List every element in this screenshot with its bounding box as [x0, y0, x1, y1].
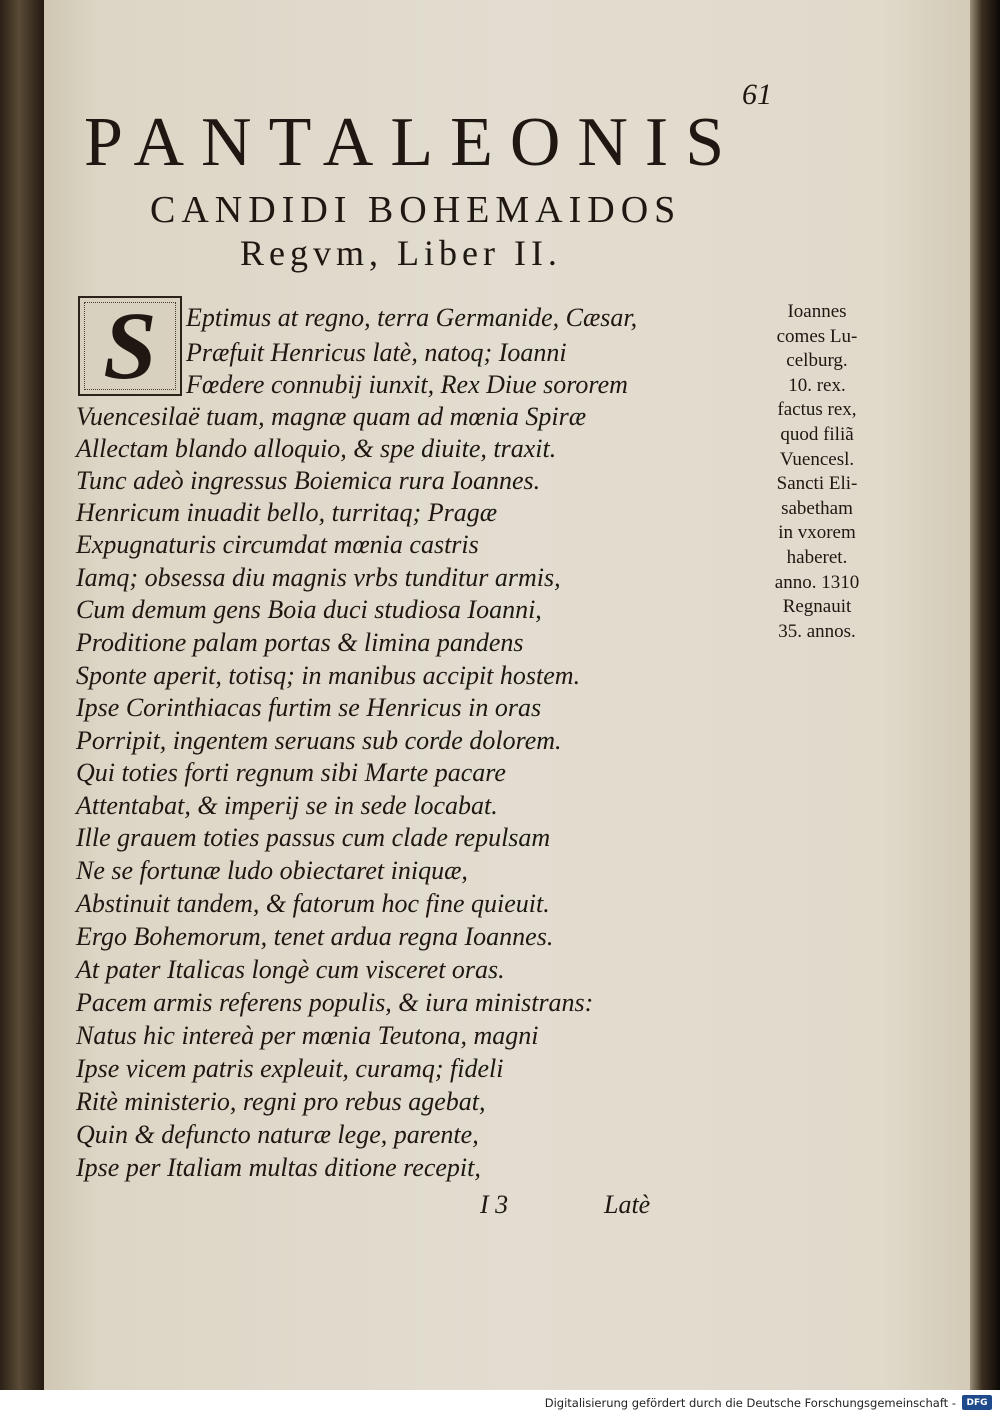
- catchword: Latè: [604, 1190, 651, 1219]
- margin-note-line: 10. rex.: [788, 374, 846, 396]
- margin-note-line: Sancti Eli-: [776, 473, 858, 495]
- verse-line: Ille grauem toties passus cum clade repulsam: [76, 823, 551, 852]
- page-shadow-edge: [970, 0, 1000, 1390]
- facing-page-edge: [0, 0, 48, 1390]
- margin-note-line: factus rex,: [777, 399, 857, 421]
- marginal-note: [752, 300, 882, 644]
- verse-line: Iamq; obsessa diu magnis vrbs tunditur armis,: [76, 563, 561, 592]
- margin-note-line: anno. 1310: [774, 571, 860, 593]
- verse-line: Attentabat, & imperij se in sede locabat.: [76, 791, 498, 820]
- margin-note-line: Ioannes: [787, 301, 847, 322]
- margin-note-line: comes Lu-: [776, 325, 858, 347]
- margin-note-line: Regnauit: [782, 596, 852, 618]
- verse-line: Henricum inuadit bello, turritaq; Pragæ: [76, 498, 498, 527]
- verse-line: Quin & defuncto naturæ lege, parente,: [76, 1120, 479, 1149]
- verse-line: Ipse vicem patris expleuit, curamq; fideli: [76, 1054, 504, 1083]
- verse-line: Tunc adeò ingressus Boiemica rura Ioannes.: [76, 466, 541, 495]
- book-heading: Regvm, Liber II.: [240, 233, 562, 273]
- verse-line: Ergo Bohemorum, tenet ardua regna Ioannes.: [76, 922, 554, 951]
- verse-line: Natus hic intereà per mœnia Teutona, magni: [76, 1021, 539, 1050]
- verse-line: Ipse per Italiam multas ditione recepit,: [76, 1153, 481, 1182]
- verse-line: At pater Italicas longè cum visceret oras.: [76, 955, 505, 984]
- signature-mark: I 3: [480, 1190, 509, 1219]
- verse-line: Ritè ministerio, regni pro rebus agebat,: [76, 1087, 486, 1116]
- funding-notice: Digitalisierung gefördert durch die Deutsche Forschungsgemeinschaft -: [544, 1396, 956, 1410]
- verse-line: Proditione palam portas & limina pandens: [76, 628, 524, 657]
- verse-line: Cum demum gens Boia duci studiosa Ioanni,: [76, 595, 542, 624]
- page-subtitle: CANDIDI BOHEMAIDOS: [150, 189, 682, 231]
- verse-line: Ne se fortunæ ludo obiectaret iniquæ,: [76, 856, 468, 885]
- margin-note-line: sabetham: [781, 497, 853, 519]
- verse-line: Expugnaturis circumdat mœnia castris: [76, 530, 479, 559]
- page-number: 61: [742, 78, 772, 111]
- verse-line: Præfuit Henricus latè, natoq; Ioanni: [186, 338, 567, 367]
- footer-bar: [0, 1390, 1000, 1416]
- margin-note-line: celburg.: [786, 350, 848, 372]
- verse-line: Allectam blando alloquio, & spe diuite, traxit.: [76, 434, 557, 463]
- margin-note-line: haberet.: [786, 546, 848, 568]
- verse-line: Fœdere connubij iunxit, Rex Diue sororem: [186, 370, 628, 399]
- margin-note-line: quod filiã: [780, 423, 854, 445]
- verse-line: Pacem armis referens populis, & iura ministrans:: [76, 988, 594, 1017]
- verse-line: Sponte aperit, totisq; in manibus accipit hostem.: [76, 661, 581, 690]
- page-title: PANTALEONIS: [84, 104, 742, 181]
- verse-line: Vuencesilaë tuam, magnæ quam ad mœnia Spiræ: [76, 402, 587, 431]
- decorated-initial: S: [78, 296, 182, 396]
- margin-note-line: in vxorem: [778, 522, 856, 544]
- margin-note-line: Vuencesl.: [779, 448, 855, 470]
- verse-line: Porripit, ingentem seruans sub corde dolorem.: [76, 726, 562, 755]
- verse-line: Qui toties forti regnum sibi Marte pacare: [76, 758, 506, 787]
- dfg-logo: DFG: [962, 1395, 992, 1410]
- margin-note-line: 35. annos.: [778, 620, 856, 642]
- verse-line: Ipse Corinthiacas furtim se Henricus in oras: [76, 693, 542, 722]
- verse-line: Abstinuit tandem, & fatorum hoc fine quieuit.: [76, 889, 550, 918]
- verse-line: Eptimus at regno, terra Germanide, Cæsar,: [186, 303, 638, 332]
